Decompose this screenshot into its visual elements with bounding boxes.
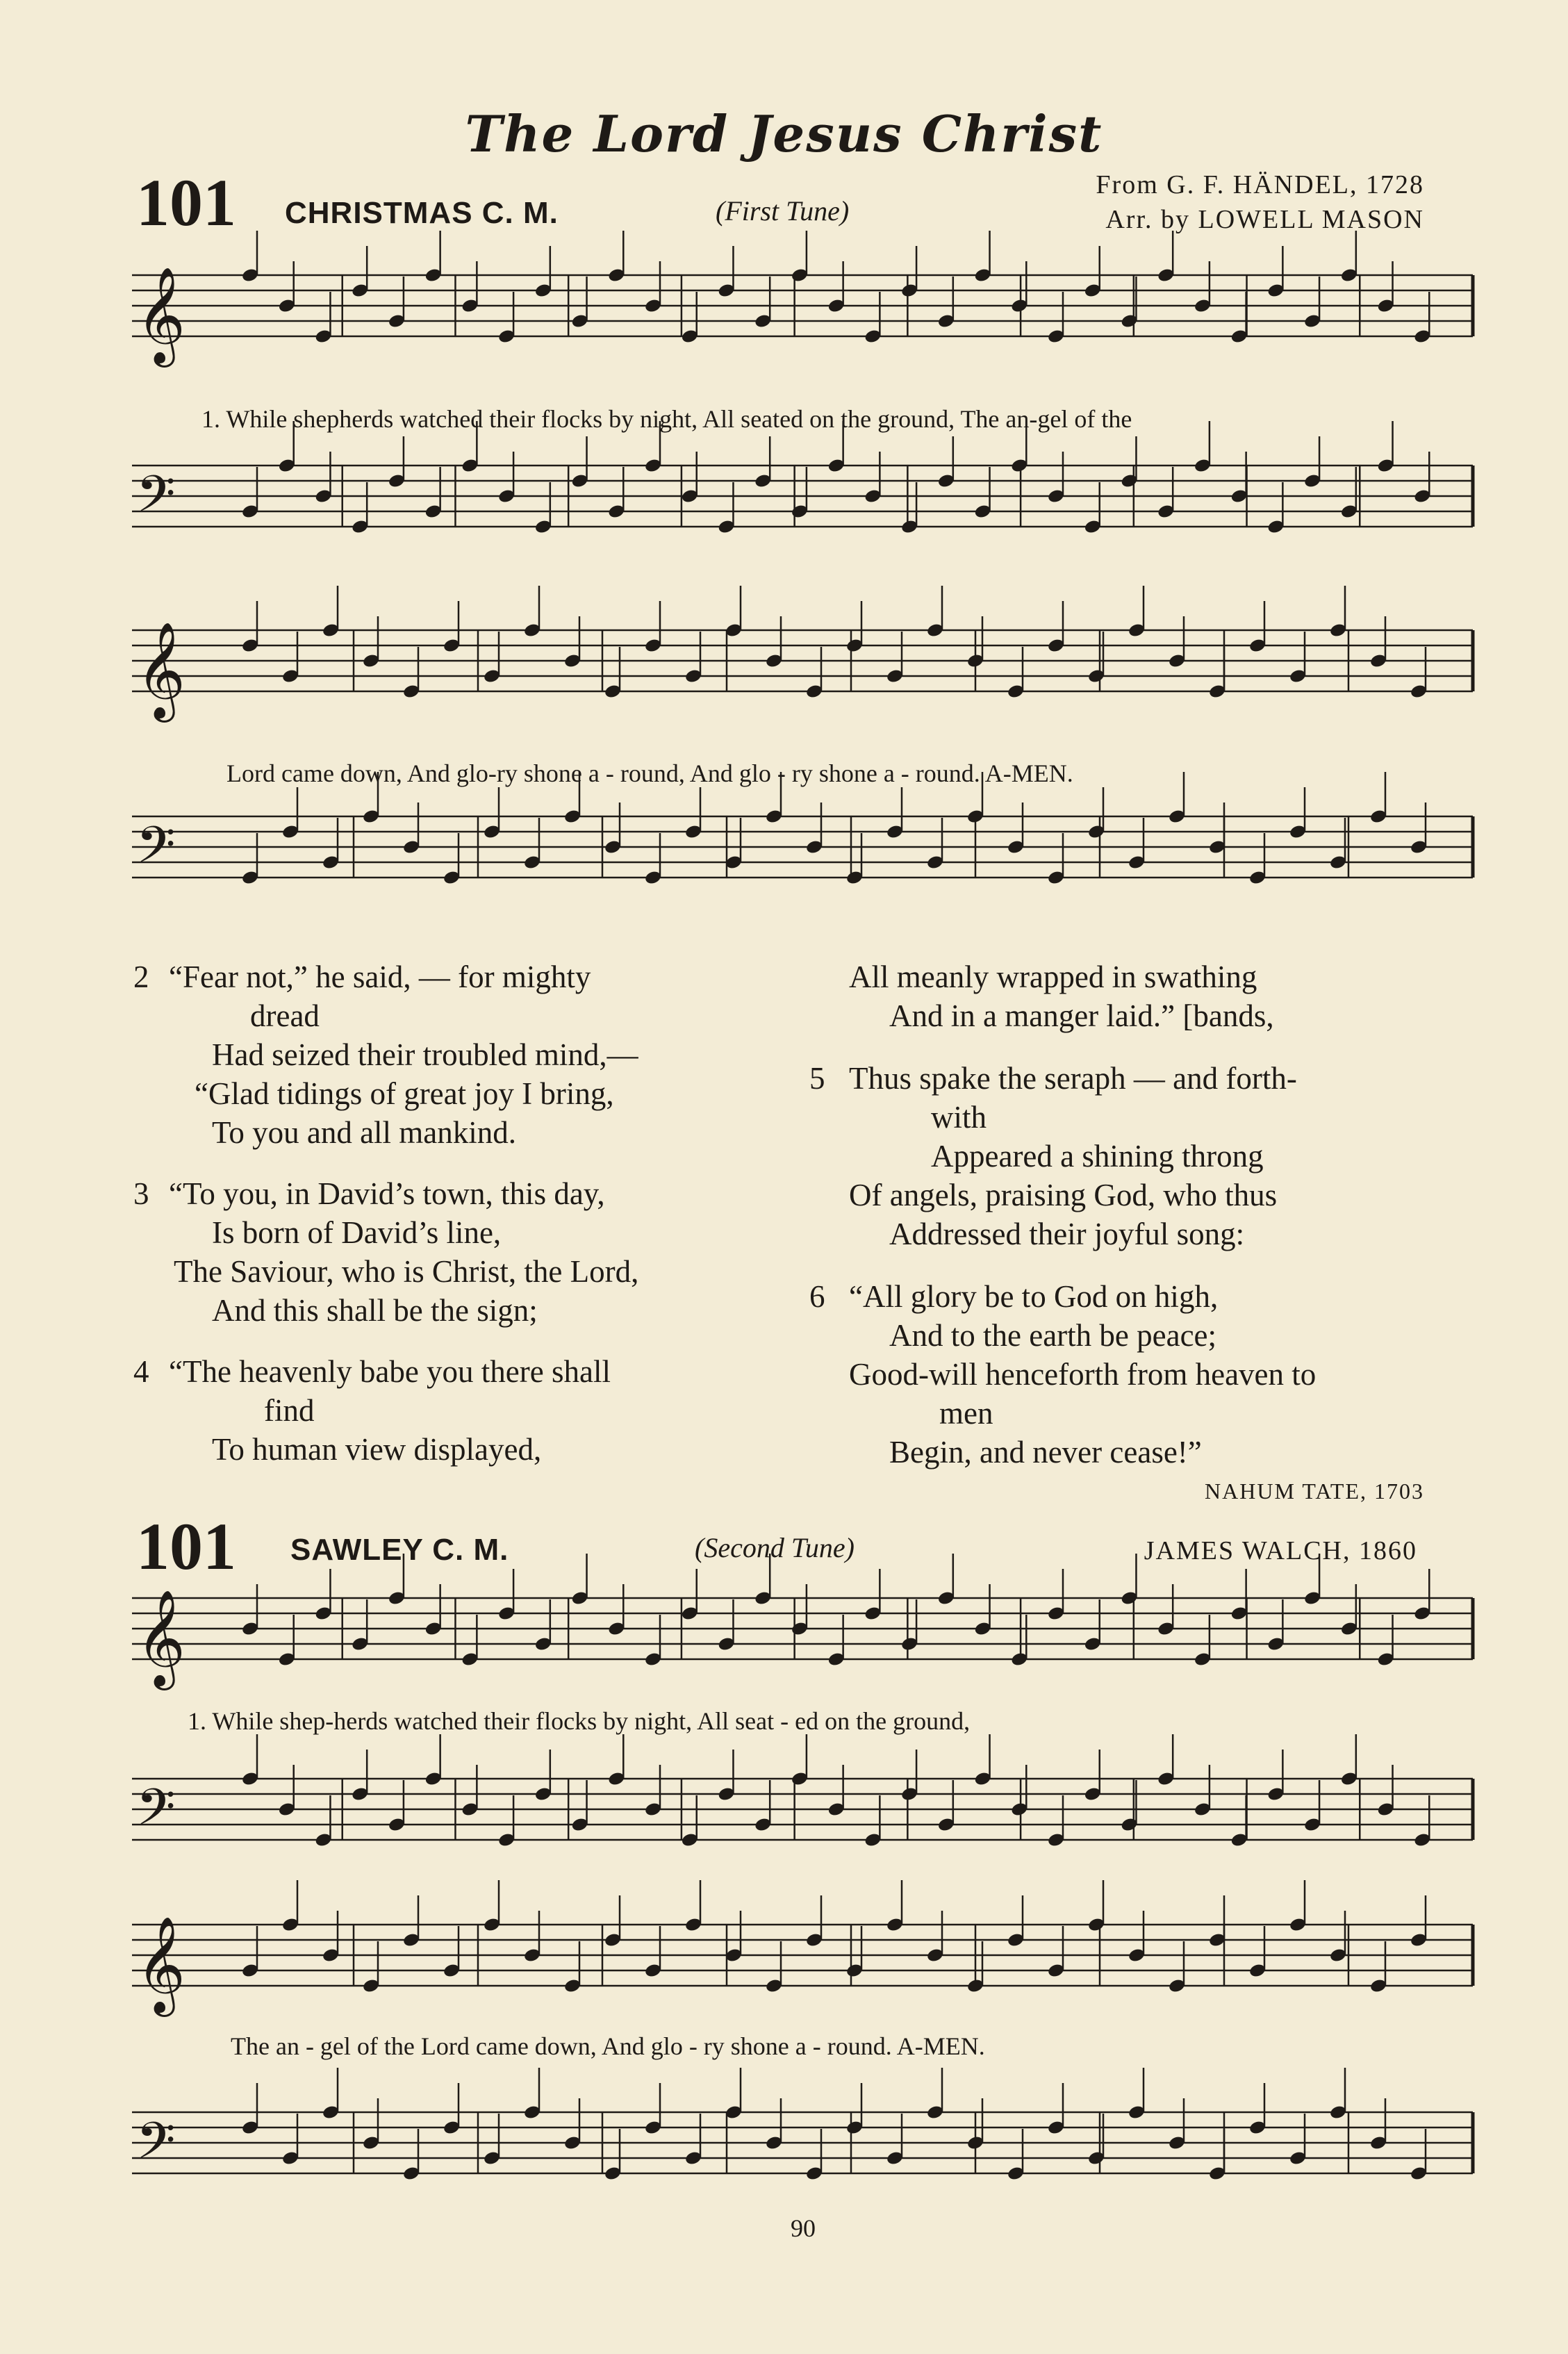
hymn-number: 101 [136,165,236,240]
composer-credit: From G. F. HÄNDEL, 1728 [1096,170,1424,199]
svg-text:𝄢: 𝄢 [136,815,176,887]
section-title: The Lord Jesus Christ [465,104,1103,163]
tune-tag-2: (Second Tune) [695,1532,855,1563]
verse-number: 5 [809,1061,825,1096]
verse-number: 3 [133,1176,149,1211]
svg-text:𝄞: 𝄞 [136,622,185,718]
svg-text:𝄢: 𝄢 [136,1777,176,1849]
verse-number: 6 [809,1279,825,1314]
svg-text:𝄞: 𝄞 [136,267,185,363]
tune-name-2: SAWLEY C. M. [290,1533,509,1567]
svg-text:𝄢: 𝄢 [136,2111,176,2182]
verse-number: 2 [133,960,149,994]
tune-name: CHRISTMAS C. M. [285,196,559,230]
tune-tag: (First Tune) [716,195,850,227]
verse-number: 4 [133,1354,149,1389]
verse-credit: NAHUM TATE, 1703 [1205,1479,1424,1504]
svg-text:𝄞: 𝄞 [136,1590,185,1686]
composer-credit-2: JAMES WALCH, 1860 [1144,1536,1417,1565]
arranger-credit: Arr. by LOWELL MASON [1105,205,1424,234]
svg-text:𝄞: 𝄞 [136,1916,185,2013]
svg-text:𝄢: 𝄢 [136,464,176,536]
lyric-line-2: Lord came down, And glo-ry shone a - round, And glo - ry shone a - round. A-MEN. [226,759,1073,787]
hymn-number-2: 101 [136,1509,236,1583]
lyric-line-4: The an - gel of the Lord came down, And glo - ry shone a - round. A-MEN. [231,2032,985,2060]
lyric-line-3: 1. While shep-herds watched their flocks by night, All seat - ed on the ground, [188,1707,971,1735]
page-number: 90 [791,2214,816,2242]
lyric-line-1: 1. While shepherds watched their flocks by night, All seated on the ground, The an-gel of the [201,405,1132,433]
